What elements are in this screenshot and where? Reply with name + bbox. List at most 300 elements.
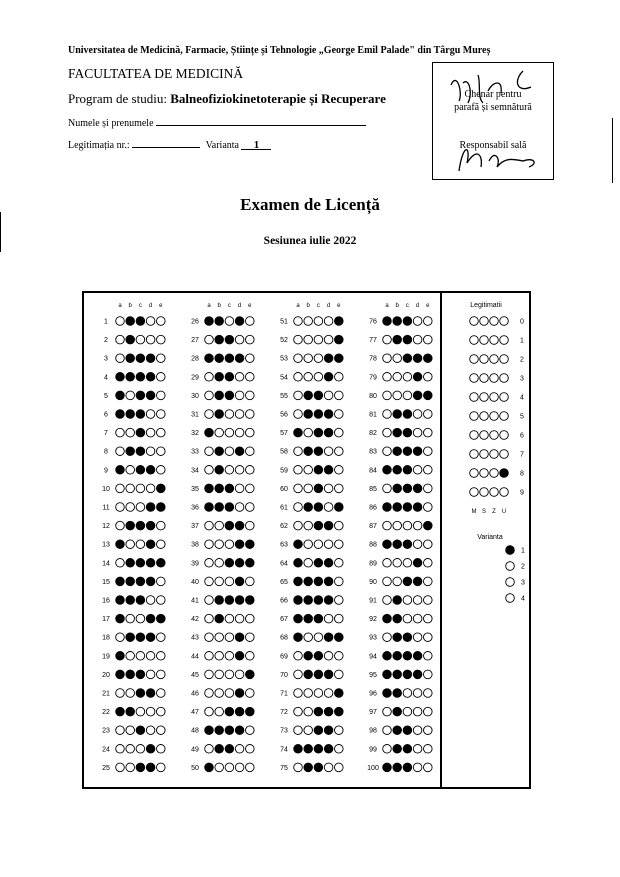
answer-bubble [246, 317, 255, 326]
legitimatie-bubble [480, 450, 489, 459]
option-letter-header: e [426, 303, 430, 309]
legitimatie-bubble [500, 393, 509, 402]
answer-bubble [294, 745, 303, 754]
question-number: 100 [367, 764, 379, 772]
legitimatie-bubble [480, 412, 489, 421]
answer-bubble [136, 410, 145, 419]
answer-bubble [136, 763, 145, 772]
answer-bubble [215, 317, 224, 326]
answer-bubble [383, 410, 392, 419]
answer-bubble [116, 540, 125, 549]
answer-bubble [126, 689, 135, 698]
answer-bubble [136, 354, 145, 363]
answer-bubble [294, 707, 303, 716]
option-letter-header: e [337, 303, 341, 309]
varianta-bubble [506, 578, 515, 587]
question-number: 36 [191, 504, 199, 512]
option-letter-header: c [405, 303, 409, 309]
answer-bubble [126, 670, 135, 679]
answer-bubble [215, 763, 224, 772]
answer-bubble [126, 745, 135, 754]
answer-bubble [235, 689, 244, 698]
answer-bubble [157, 410, 166, 419]
answer-bubble [335, 521, 344, 530]
answer-grid [84, 293, 529, 787]
answer-bubble [424, 596, 433, 605]
answer-bubble [225, 614, 234, 623]
answer-bubble [136, 540, 145, 549]
legitimatie-bubble [490, 393, 499, 402]
answer-bubble [246, 410, 255, 419]
answer-bubble [393, 503, 402, 512]
answer-bubble [383, 745, 392, 754]
answer-bubble [413, 577, 422, 586]
answer-bubble [225, 596, 234, 605]
answer-bubble [146, 652, 155, 661]
answer-bubble [294, 633, 303, 642]
answer-bubble [215, 707, 224, 716]
answer-bubble [246, 521, 255, 530]
question-number: 66 [280, 597, 288, 605]
answer-bubble [215, 670, 224, 679]
answer-bubble [146, 503, 155, 512]
legitimatie-digit: 7 [520, 451, 524, 459]
answer-bubble [146, 763, 155, 772]
answer-bubble [126, 503, 135, 512]
answer-bubble [314, 633, 323, 642]
varianta-bubble [506, 562, 515, 571]
answer-bubble [413, 614, 422, 623]
question-number: 12 [102, 523, 110, 531]
legitimatie-bubble [480, 374, 489, 383]
answer-bubble [116, 707, 125, 716]
answer-bubble [403, 596, 412, 605]
answer-bubble [393, 614, 402, 623]
legitimatie-bubble [500, 488, 509, 497]
right-edge-mark [612, 118, 613, 183]
answer-bubble [235, 652, 244, 661]
answer-bubble [314, 559, 323, 568]
answer-bubble [146, 373, 155, 382]
answer-bubble [324, 689, 333, 698]
question-number: 72 [280, 709, 288, 717]
answer-bubble [403, 521, 412, 530]
answer-bubble [304, 410, 313, 419]
answer-bubble [246, 652, 255, 661]
answer-bubble [215, 614, 224, 623]
answer-bubble [304, 559, 313, 568]
answer-bubble [235, 633, 244, 642]
answer-bubble [157, 354, 166, 363]
answer-bubble [235, 317, 244, 326]
answer-bubble [235, 391, 244, 400]
answer-bubble [116, 521, 125, 530]
answer-bubble [126, 373, 135, 382]
answer-bubble [324, 670, 333, 679]
question-number: 9 [104, 467, 108, 475]
question-number: 60 [280, 485, 288, 493]
answer-bubble [413, 745, 422, 754]
answer-bubble [116, 373, 125, 382]
option-letter-header: e [159, 303, 163, 309]
answer-bubble [304, 373, 313, 382]
answer-bubble [205, 484, 214, 493]
answer-bubble [383, 707, 392, 716]
question-number: 65 [280, 578, 288, 586]
answer-bubble [235, 484, 244, 493]
option-letter-header: d [148, 303, 153, 309]
answer-bubble [146, 745, 155, 754]
answer-bubble [205, 317, 214, 326]
answer-bubble [157, 763, 166, 772]
answer-bubble [403, 689, 412, 698]
legitimatie-bubble [490, 488, 499, 497]
answer-bubble [393, 391, 402, 400]
answer-bubble [403, 763, 412, 772]
answer-bubble [225, 503, 234, 512]
answer-bubble [314, 577, 323, 586]
answer-bubble [215, 335, 224, 344]
name-field [68, 115, 366, 129]
legitimatie-bubble [490, 317, 499, 326]
answer-bubble [146, 466, 155, 475]
answer-bubble [146, 521, 155, 530]
question-number: 37 [191, 523, 199, 531]
answer-bubble [136, 577, 145, 586]
option-letter-header: a [385, 303, 389, 309]
answer-bubble [235, 670, 244, 679]
answer-bubble [314, 335, 323, 344]
faculty-name: FACULTATEA DE MEDICINĂ [68, 66, 244, 81]
answer-bubble [215, 577, 224, 586]
answer-bubble [335, 652, 344, 661]
varianta-number: 3 [521, 579, 525, 587]
answer-bubble [413, 391, 422, 400]
question-number: 53 [280, 355, 288, 363]
question-number: 54 [280, 374, 288, 382]
answer-bubble [393, 726, 402, 735]
answer-bubble [304, 503, 313, 512]
answer-bubble [413, 689, 422, 698]
option-letter-header: d [237, 303, 242, 309]
question-number: 83 [369, 448, 377, 456]
answer-bubble [403, 745, 412, 754]
legitimatie-digit: 5 [520, 413, 524, 421]
question-number: 33 [191, 448, 199, 456]
answer-bubble [225, 466, 234, 475]
answer-bubble [215, 391, 224, 400]
answer-bubble [314, 763, 323, 772]
option-letter-header: b [306, 303, 310, 309]
answer-bubble [393, 335, 402, 344]
signature-box [432, 62, 554, 180]
answer-bubble [235, 540, 244, 549]
answer-bubble [294, 466, 303, 475]
legitimatie-bubble [480, 317, 489, 326]
answer-bubble [157, 335, 166, 344]
question-number: 11 [102, 504, 110, 512]
answer-bubble [324, 745, 333, 754]
question-number: 22 [102, 709, 110, 717]
varianta-bubble [506, 546, 515, 555]
question-number: 84 [369, 467, 377, 475]
question-number: 81 [369, 411, 377, 419]
answer-bubble [304, 521, 313, 530]
answer-bubble [324, 335, 333, 344]
legitimatie-bubble [480, 469, 489, 478]
answer-bubble [324, 354, 333, 363]
answer-bubble [136, 484, 145, 493]
answer-bubble [116, 410, 125, 419]
question-number: 63 [280, 541, 288, 549]
legitimatie-bubble [490, 355, 499, 364]
answer-bubble [205, 335, 214, 344]
answer-bubble [393, 707, 402, 716]
answer-bubble [403, 373, 412, 382]
answer-bubble [424, 373, 433, 382]
answer-bubble [335, 707, 344, 716]
question-number: 73 [280, 727, 288, 735]
option-letter-header: d [326, 303, 331, 309]
answer-bubble [314, 428, 323, 437]
answer-bubble [136, 391, 145, 400]
answer-bubble [157, 391, 166, 400]
answer-bubble [146, 447, 155, 456]
answer-bubble [235, 726, 244, 735]
answer-bubble [424, 521, 433, 530]
answer-bubble [294, 335, 303, 344]
answer-bubble [294, 373, 303, 382]
question-number: 79 [369, 374, 377, 382]
answer-bubble [157, 689, 166, 698]
answer-bubble [403, 391, 412, 400]
answer-bubble [146, 335, 155, 344]
answer-bubble [335, 428, 344, 437]
answer-bubble [304, 726, 313, 735]
answer-bubble [413, 447, 422, 456]
answer-bubble [304, 354, 313, 363]
legitimatie-digit: 4 [520, 394, 524, 402]
answer-bubble [246, 633, 255, 642]
variant-label: Varianta [205, 140, 239, 151]
answer-bubble [314, 373, 323, 382]
answer-bubble [294, 503, 303, 512]
answer-bubble [136, 726, 145, 735]
question-number: 44 [191, 653, 199, 661]
answer-bubble [314, 484, 323, 493]
answer-bubble [335, 373, 344, 382]
answer-bubble [225, 707, 234, 716]
answer-bubble [215, 521, 224, 530]
answer-bubble [157, 317, 166, 326]
option-letter-header: b [217, 303, 221, 309]
answer-bubble [116, 652, 125, 661]
variant-value: 1 [241, 139, 271, 150]
answer-bubble [424, 428, 433, 437]
answer-bubble [205, 521, 214, 530]
option-letter-header: c [316, 303, 320, 309]
answer-bubble [324, 540, 333, 549]
answer-bubble [403, 335, 412, 344]
answer-bubble [136, 633, 145, 642]
answer-bubble [225, 763, 234, 772]
answer-bubble [383, 317, 392, 326]
answer-bubble [136, 614, 145, 623]
answer-bubble [335, 391, 344, 400]
answer-bubble [413, 503, 422, 512]
answer-bubble [215, 540, 224, 549]
answer-bubble [246, 577, 255, 586]
answer-bubble [246, 707, 255, 716]
legitimatie-bubble [470, 431, 479, 440]
answer-bubble [246, 373, 255, 382]
question-number: 51 [280, 318, 288, 326]
answer-bubble [324, 466, 333, 475]
answer-bubble [314, 670, 323, 679]
option-letter-header: b [128, 303, 132, 309]
id-line [132, 137, 200, 148]
answer-bubble [126, 410, 135, 419]
answer-bubble [136, 317, 145, 326]
answer-bubble [424, 391, 433, 400]
legitimatie-bubble [500, 336, 509, 345]
answer-bubble [314, 317, 323, 326]
answer-bubble [146, 689, 155, 698]
answer-bubble [215, 726, 224, 735]
answer-bubble [235, 447, 244, 456]
question-number: 41 [191, 597, 199, 605]
answer-bubble [424, 559, 433, 568]
varianta-number: 1 [521, 547, 525, 555]
answer-bubble [157, 726, 166, 735]
answer-bubble [215, 428, 224, 437]
legitimatie-bubble [470, 412, 479, 421]
question-number: 47 [191, 709, 199, 717]
answer-bubble [215, 596, 224, 605]
answer-bubble [205, 745, 214, 754]
varianta-title: Varianta [477, 534, 503, 541]
answer-bubble [294, 354, 303, 363]
answer-bubble [225, 391, 234, 400]
answer-bubble [403, 652, 412, 661]
answer-bubble [157, 707, 166, 716]
answer-bubble [157, 596, 166, 605]
answer-bubble [146, 596, 155, 605]
answer-bubble [146, 410, 155, 419]
answer-bubble [393, 559, 402, 568]
answer-bubble [215, 466, 224, 475]
answer-bubble [335, 614, 344, 623]
answer-bubble [235, 335, 244, 344]
legitimatie-bubble [470, 317, 479, 326]
varianta-bubble [506, 594, 515, 603]
answer-bubble [225, 577, 234, 586]
answer-bubble [146, 707, 155, 716]
answer-bubble [136, 707, 145, 716]
answer-bubble [116, 317, 125, 326]
answer-bubble [324, 317, 333, 326]
answer-bubble [235, 745, 244, 754]
answer-bubble [314, 521, 323, 530]
answer-bubble [235, 577, 244, 586]
answer-bubble [393, 577, 402, 586]
answer-bubble [157, 466, 166, 475]
answer-bubble [116, 335, 125, 344]
answer-bubble [424, 410, 433, 419]
legitimatie-bubble [480, 336, 489, 345]
answer-bubble [383, 614, 392, 623]
answer-bubble [294, 521, 303, 530]
answer-bubble [205, 391, 214, 400]
answer-bubble [314, 391, 323, 400]
answer-bubble [215, 559, 224, 568]
answer-bubble [335, 335, 344, 344]
answer-bubble [403, 428, 412, 437]
answer-bubble [136, 670, 145, 679]
answer-bubble [215, 745, 224, 754]
legitimatie-digit: 0 [520, 318, 524, 326]
answer-bubble [304, 614, 313, 623]
question-number: 70 [280, 671, 288, 679]
legitimatii-column-letter: U [501, 509, 507, 515]
legitimatie-bubble [470, 393, 479, 402]
answer-bubble [393, 540, 402, 549]
answer-bubble [126, 596, 135, 605]
answer-bubble [424, 466, 433, 475]
answer-bubble [393, 652, 402, 661]
answer-bubble [116, 354, 125, 363]
answer-bubble [403, 614, 412, 623]
option-letter-header: a [296, 303, 300, 309]
question-number: 95 [369, 671, 377, 679]
option-letter-header: e [248, 303, 252, 309]
answer-bubble [393, 428, 402, 437]
answer-bubble [126, 447, 135, 456]
answer-bubble [324, 596, 333, 605]
question-number: 46 [191, 690, 199, 698]
question-number: 94 [369, 653, 377, 661]
answer-bubble [246, 670, 255, 679]
question-number: 64 [280, 560, 288, 568]
question-number: 26 [191, 318, 199, 326]
answer-bubble [116, 596, 125, 605]
answer-bubble [335, 596, 344, 605]
answer-bubble [403, 633, 412, 642]
answer-bubble [126, 335, 135, 344]
question-number: 90 [369, 578, 377, 586]
question-number: 75 [280, 764, 288, 772]
legitimatie-bubble [480, 488, 489, 497]
answer-bubble [383, 354, 392, 363]
question-number: 88 [369, 541, 377, 549]
answer-bubble [413, 559, 422, 568]
answer-bubble [294, 726, 303, 735]
answer-bubble [246, 745, 255, 754]
answer-bubble [413, 540, 422, 549]
answer-bubble [383, 559, 392, 568]
answer-bubble [157, 633, 166, 642]
answer-bubble [424, 726, 433, 735]
option-letter-header: d [415, 303, 420, 309]
answer-bubble [246, 559, 255, 568]
answer-bubble [116, 633, 125, 642]
legitimatii-title: Legitimatii [470, 302, 502, 309]
name-label: Numele și prenumele [68, 118, 154, 129]
answer-bubble [335, 670, 344, 679]
question-number: 19 [102, 653, 110, 661]
answer-bubble [324, 652, 333, 661]
answer-bubble [413, 354, 422, 363]
